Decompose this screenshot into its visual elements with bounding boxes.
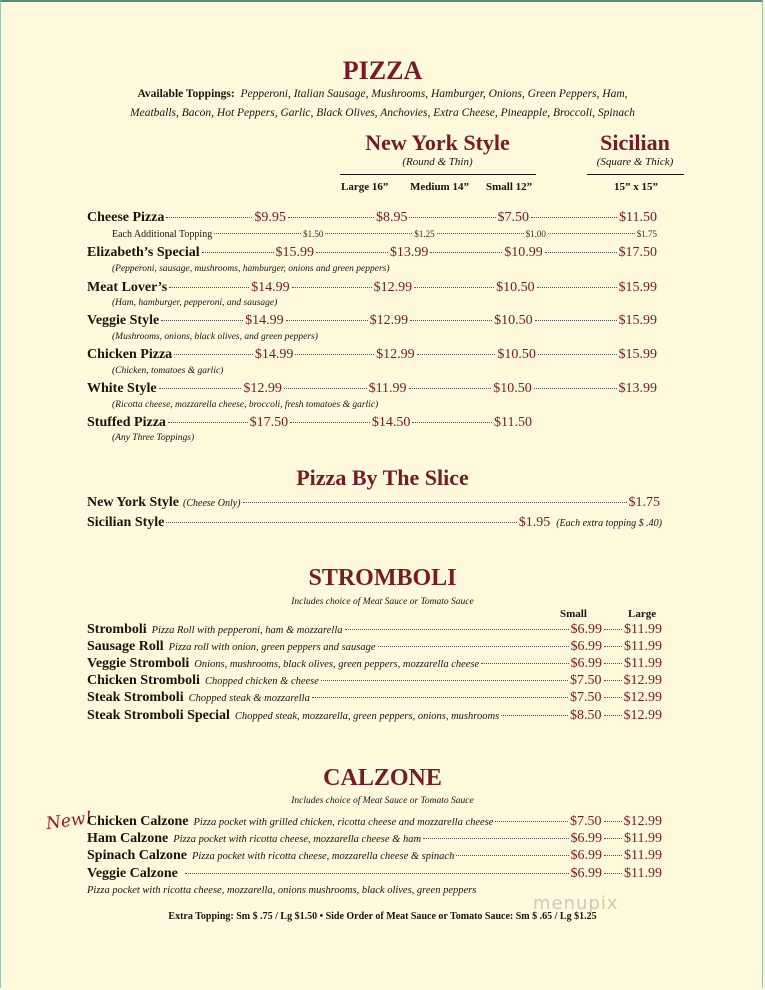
toppings-label: Available Toppings: — [137, 88, 235, 100]
leader-dots — [409, 217, 495, 218]
stromboli-row — [87, 639, 662, 657]
calzone-price-small: $6.99 — [570, 866, 603, 881]
leader-dots — [284, 388, 367, 389]
calzone-item-desc: Pizza pocket with ricotta cheese, mozzarella cheese & spinach — [191, 851, 455, 862]
pizza-item-name: Veggie Style — [87, 313, 160, 328]
size-small: Small 12” — [486, 181, 533, 193]
calzone-price-large: $12.99 — [623, 814, 662, 829]
sicilian-heading: Sicilian — [600, 130, 670, 155]
calzone-price-small: $6.99 — [570, 848, 603, 863]
leader-dots — [286, 320, 368, 321]
leader-dots — [168, 422, 248, 423]
calzone-item-name: Ham Calzone — [87, 831, 169, 846]
watermark: menupix — [533, 893, 619, 914]
stromboli-price-large: $11.99 — [624, 656, 662, 671]
leader-dots — [243, 502, 627, 503]
leader-dots — [159, 388, 242, 389]
ny-style-subheading: (Round & Thin) — [402, 156, 473, 168]
new-badge: New! — [44, 807, 94, 835]
leader-dots — [414, 287, 494, 288]
leader-dots — [288, 217, 374, 218]
pizza-price: $12.99 — [373, 280, 413, 295]
pizza-item-name: Chicken Pizza — [87, 347, 173, 362]
stromboli-item-name: Stromboli — [87, 622, 147, 637]
stromboli-row — [87, 622, 662, 640]
stromboli-subtitle: Includes choice of Meat Sauce or Tomato Sauce — [291, 597, 474, 607]
pizza-item-note: (Ham, hamburger, pepperoni, and sausage) — [112, 298, 278, 308]
calzone-row — [87, 831, 662, 849]
leader-dots — [545, 252, 617, 253]
leader-dots — [345, 629, 569, 630]
leader-dots — [410, 320, 492, 321]
size-sicilian: 15” x 15” — [614, 181, 658, 193]
ny-divider — [340, 174, 536, 175]
slice-extra-note: (Each extra topping $ .40) — [556, 518, 662, 529]
stromboli-price-large: $11.99 — [624, 622, 662, 637]
stromboli-price-small: $8.50 — [570, 708, 602, 723]
leader-dots — [604, 715, 622, 716]
pizza-price: $11.50 — [494, 415, 532, 430]
pizza-price: $14.99 — [251, 280, 290, 295]
leader-dots — [325, 233, 412, 234]
calzone-price-large: $11.99 — [624, 848, 662, 863]
pizza-title: PIZZA — [342, 56, 423, 85]
pizza-price: $15.99 — [275, 245, 314, 260]
leader-dots — [531, 217, 617, 218]
stromboli-price-small: $6.99 — [570, 639, 603, 654]
calzone-item-desc: Pizza pocket with grilled chicken, ricotta cheese and mozzarella cheese — [193, 817, 494, 828]
pizza-price: $15.99 — [618, 313, 658, 328]
leader-dots — [166, 522, 516, 523]
pizza-item-note: (Any Three Toppings) — [112, 433, 195, 443]
pizza-price: $14.50 — [371, 415, 411, 430]
leader-dots — [295, 354, 374, 355]
pizza-row — [87, 210, 657, 228]
calzone-price-large: $11.99 — [624, 866, 662, 881]
stromboli-price-small: $7.50 — [570, 673, 602, 688]
leader-dots — [409, 388, 492, 389]
stromboli-item-desc: Chopped chicken & cheese — [204, 676, 319, 687]
stromboli-row — [87, 673, 662, 691]
stromboli-price-large: $12.99 — [623, 673, 662, 688]
leader-dots — [202, 252, 274, 253]
toppings-line-2: Meatballs, Bacon, Hot Peppers, Garlic, Black Olives, Anchovies, Extra Cheese, Pineapple, Broccoli, Spinach — [130, 107, 635, 119]
leader-dots — [378, 646, 569, 647]
calzone-item-name: Veggie Calzone — [87, 866, 178, 881]
pizza-row — [87, 280, 657, 298]
stromboli-price-large: $12.99 — [623, 708, 662, 723]
leader-dots — [604, 629, 622, 630]
leader-dots — [604, 680, 622, 681]
leader-dots — [312, 697, 568, 698]
leader-dots — [534, 388, 617, 389]
calzone-row — [87, 866, 662, 884]
pizza-row — [87, 313, 657, 331]
pizza-price: $1.00 — [525, 229, 546, 239]
pizza-item-name: Elizabeth’s Special — [87, 245, 200, 260]
leader-dots — [214, 233, 301, 234]
pizza-price: $1.75 — [636, 229, 658, 239]
stromboli-item-name: Veggie Stromboli — [87, 656, 190, 671]
pizza-item-name: Cheese Pizza — [87, 210, 165, 225]
stromboli-price-small: $7.50 — [570, 690, 602, 705]
pizza-price: $9.95 — [254, 210, 286, 225]
pizza-price: $11.99 — [368, 381, 407, 396]
pizza-price: $17.50 — [618, 245, 658, 260]
toppings-line-1: Pepperoni, Italian Sausage, Mushrooms, Hamburger, Onions, Green Peppers, Ham, — [240, 88, 628, 100]
stromboli-item-desc: Pizza Roll with pepperoni, ham & mozzarella — [151, 625, 343, 636]
leader-dots — [185, 873, 569, 874]
stromboli-row — [87, 708, 662, 726]
leader-dots — [169, 287, 249, 288]
pizza-price: $7.50 — [497, 210, 529, 225]
calzone-price-large: $11.99 — [624, 831, 662, 846]
pizza-price: $10.50 — [497, 347, 536, 362]
pizza-price: $13.99 — [618, 381, 658, 396]
stromboli-item-name: Chicken Stromboli — [87, 673, 200, 688]
pizza-price: $13.99 — [389, 245, 429, 260]
leader-dots — [548, 233, 635, 234]
stromboli-price-small: $6.99 — [570, 656, 603, 671]
calzone-row — [87, 814, 662, 832]
stromboli-price-large: $11.99 — [624, 639, 662, 654]
pizza-price: $1.50 — [303, 229, 324, 239]
stromboli-title: STROMBOLI — [308, 565, 457, 591]
stromboli-item-name: Steak Stromboli — [87, 690, 184, 705]
size-large: Large 16” — [341, 181, 389, 193]
pizza-price: $12.99 — [243, 381, 282, 396]
pizza-price: $12.99 — [376, 347, 415, 362]
pizza-item-note: (Mushrooms, onions, black olives, and green peppers) — [112, 332, 318, 342]
slice-item-price: $1.95 — [518, 515, 551, 530]
calzone-subtitle: Includes choice of Meat Sauce or Tomato Sauce — [291, 796, 474, 806]
toppings-list — [0, 85, 765, 123]
leader-dots — [321, 680, 568, 681]
leader-dots — [174, 354, 253, 355]
slice-item-name: New York Style — [87, 495, 180, 510]
slice-title: Pizza By The Slice — [296, 465, 469, 490]
leader-dots — [316, 252, 388, 253]
leader-dots — [292, 287, 372, 288]
sicilian-subheading: (Square & Thick) — [596, 156, 674, 168]
pizza-item-name: White Style — [87, 381, 157, 396]
leader-dots — [412, 422, 492, 423]
pizza-item-name: Stuffed Pizza — [87, 415, 166, 430]
stromboli-row — [87, 656, 662, 674]
leader-dots — [290, 422, 370, 423]
stromboli-item-desc: Pizza roll with onion, green peppers and sausage — [168, 642, 376, 653]
footer-note: Extra Topping: Sm $ .75 / Lg $1.50 • Side Order of Meat Sauce or Tomato Sauce: Sm $ .65 / Lg $1.25 — [168, 911, 597, 922]
slice-row-new-york — [87, 495, 660, 513]
pizza-price: $10.50 — [493, 381, 532, 396]
leader-dots — [166, 217, 252, 218]
stromboli-price-small: $6.99 — [570, 622, 603, 637]
calzone-price-small: $7.50 — [570, 814, 602, 829]
slice-row-sicilian — [87, 515, 662, 533]
leader-dots — [423, 838, 568, 839]
leader-dots — [604, 697, 622, 698]
leader-dots — [430, 252, 502, 253]
pizza-price: $10.50 — [496, 280, 535, 295]
pizza-row — [87, 415, 532, 433]
pizza-item-name: Meat Lover’s — [87, 280, 168, 295]
stromboli-item-name: Sausage Roll — [87, 639, 164, 654]
pizza-price: $14.99 — [254, 347, 294, 362]
leader-dots — [535, 320, 617, 321]
leader-dots — [161, 320, 243, 321]
leader-dots — [604, 646, 622, 647]
calzone-row — [87, 848, 662, 866]
ny-style-heading: New York Style — [365, 130, 510, 155]
sicilian-divider — [587, 174, 684, 175]
pizza-item-note: (Chicken, tomatoes & garlic) — [112, 366, 224, 376]
leader-dots — [537, 287, 617, 288]
pizza-price: $17.50 — [249, 415, 289, 430]
leader-dots — [604, 873, 622, 874]
pizza-price: $15.99 — [618, 280, 658, 295]
leader-dots — [417, 354, 496, 355]
leader-dots — [604, 855, 622, 856]
veggie-calzone-note: Pizza pocket with ricotta cheese, mozzarella, onions mushrooms, black olives, green peppers — [87, 885, 477, 896]
pizza-price: $15.99 — [618, 347, 658, 362]
calzone-title: CALZONE — [323, 765, 442, 791]
pizza-item-note: (Ricotta cheese, mozzarella cheese, broccoli, fresh tomatoes & garlic) — [112, 400, 379, 410]
leader-dots — [456, 855, 568, 856]
leader-dots — [538, 354, 617, 355]
stromboli-price-large: $12.99 — [623, 690, 662, 705]
slice-item-price: $1.75 — [628, 495, 660, 510]
calzone-item-desc: Pizza pocket with ricotta cheese, mozzarella cheese & ham — [173, 834, 422, 845]
leader-dots — [501, 715, 568, 716]
pizza-row — [87, 347, 657, 365]
slice-item-desc: (Cheese Only) — [183, 498, 241, 509]
stromboli-col-small: Small — [560, 608, 587, 620]
leader-dots — [481, 663, 568, 664]
pizza-price: $1.25 — [414, 229, 435, 239]
pizza-price: $11.50 — [619, 210, 658, 225]
stromboli-col-large: Large — [628, 608, 657, 620]
slice-item-name: Sicilian Style — [87, 515, 165, 530]
pizza-price: $8.95 — [375, 210, 408, 225]
pizza-item-note: (Pepperoni, sausage, mushrooms, hamburger, onions and green peppers) — [112, 264, 390, 274]
pizza-item-name: Each Additional Topping — [112, 229, 213, 240]
calzone-item-name: Spinach Calzone — [87, 848, 187, 863]
leader-dots — [604, 838, 622, 839]
pizza-row — [87, 245, 657, 263]
leader-dots — [437, 233, 524, 234]
stromboli-row — [87, 690, 662, 708]
pizza-price: $12.99 — [369, 313, 409, 328]
calzone-item-name: Chicken Calzone — [87, 814, 189, 829]
stromboli-item-desc: Chopped steak & mozzarella — [188, 693, 310, 704]
pizza-price: $10.50 — [494, 313, 533, 328]
leader-dots — [604, 821, 622, 822]
calzone-price-small: $6.99 — [570, 831, 603, 846]
leader-dots — [604, 663, 622, 664]
pizza-price: $10.99 — [504, 245, 543, 260]
pizza-price: $14.99 — [245, 313, 284, 328]
stromboli-item-desc: Chopped steak, mozzarella, green peppers, onions, mushrooms — [234, 711, 500, 722]
pizza-row — [87, 381, 657, 399]
leader-dots — [495, 821, 568, 822]
stromboli-item-name: Steak Stromboli Special — [87, 708, 230, 723]
stromboli-item-desc: Onions, mushrooms, black olives, green peppers, mozzarella cheese — [194, 659, 480, 670]
size-medium: Medium 14” — [410, 181, 469, 193]
